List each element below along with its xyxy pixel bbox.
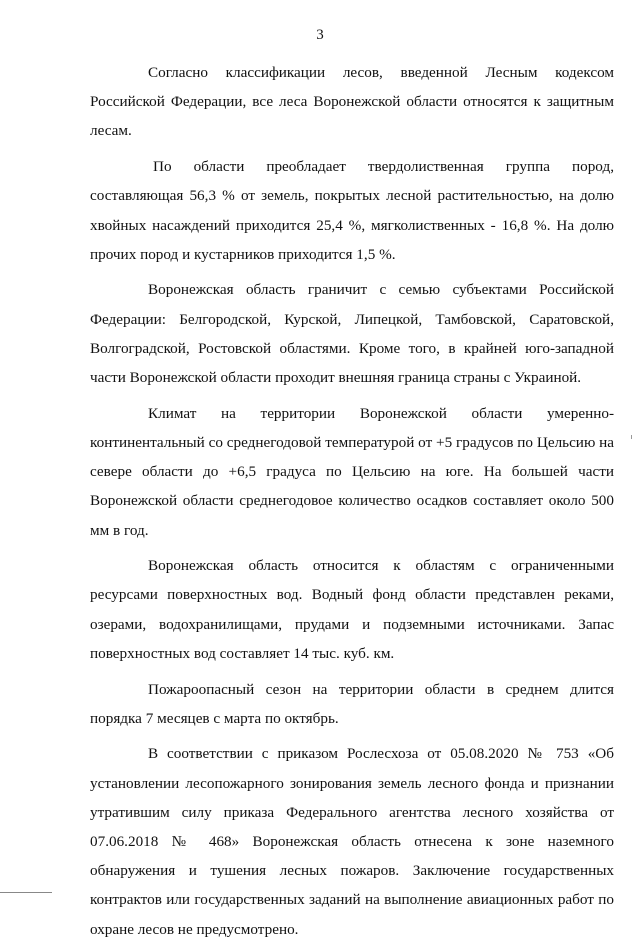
document-body	[90, 58, 614, 950]
paragraph-fire-season: Пожароопасный сезон на территории области в среднем длится порядка 7 месяцев с марта по октябрь.	[90, 680, 614, 727]
paragraph-water-resources: Воронежская область относится к областям с ограниченными ресурсами поверхностных вод. Водный фонд области представлен реками, озерами, водохранилищами, прудами и подземными источниками. Запас поверхностных вод составляет 14 тыс. куб. км.	[90, 557, 614, 662]
paragraph-fire-zoning: В соответствии с приказом Рослесхоза от 05.08.2020 № 753 «Об установлении лесопожарного зонирования земель лесного фонда и признании утратившим силу приказа Федерального агентства лесного хозяйства от 07.06.2018 № 468» Воронежская область отнесена к зоне наземного обнаружения и тушения лесных пожаров. Заключение государственных контрактов или государственных заданий на выполнение авиационных работ по охране лесов не предусмотрено.	[90, 745, 614, 938]
paragraph-climate: Климат на территории Воронежской области умеренно-континентальный со среднегодовой температурой от +5 градусов по Цельсию на севере области до +6,5 градуса по Цельсию на юге. На большей части Воронежской области среднегодовое количество осадков составляет около 500 мм в год.	[90, 404, 614, 539]
paragraph-tree-species: По области преобладает твердолиственная группа пород, составляющая 56,3 % от земель, покрытых лесной растительностью, на долю хвойных насаждений приходится 25,4 %, мягколиственных - 16,8 %. На долю прочих пород и кустарников приходится 1,5 %.	[90, 158, 614, 263]
margin-mark	[631, 435, 632, 439]
footnote-rule	[0, 892, 52, 893]
paragraph-forest-classification: Согласно классификации лесов, введенной Лесным кодексом Российской Федерации, все леса Воронежской области относятся к защитным лесам.	[90, 64, 614, 140]
paragraph-borders: Воронежская область граничит с семью субъектами Российской Федерации: Белгородской, Курской, Липецкой, Тамбовской, Саратовской, Волгоградской, Ростовской областями. Кроме того, в крайней юго-западной части Воронежской области проходит внешняя граница страны с Украиной.	[90, 281, 614, 387]
page-number: 3	[316, 27, 324, 43]
